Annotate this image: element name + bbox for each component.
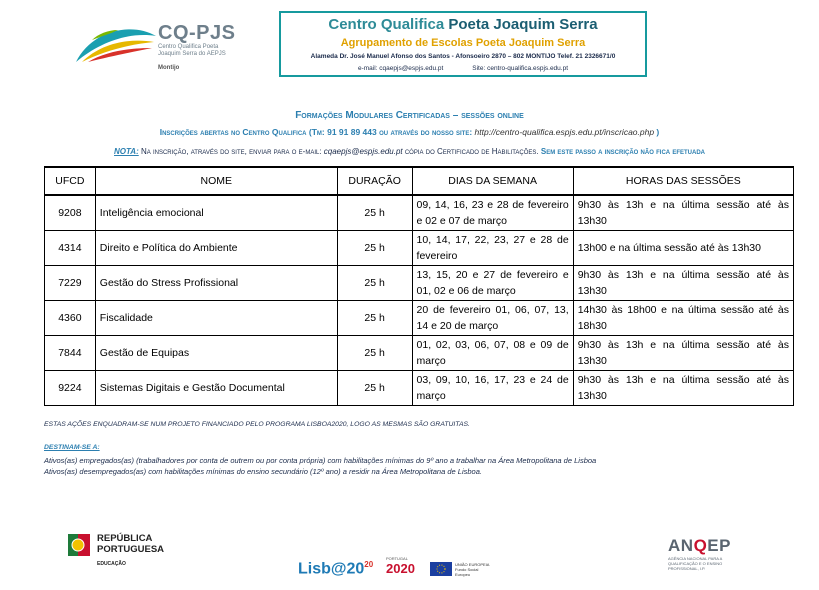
cell-nome: Gestão do Stress Profissional [95,266,337,301]
cell-duracao: 25 h [337,231,412,266]
table-row [45,266,794,301]
logo-name: CQ-PJS [158,22,236,44]
inscricao-link[interactable]: http://centro-qualifica.espjs.edu.pt/inscricao.php [474,127,655,137]
table-row [45,195,794,231]
cell-nome: Sistemas Digitais e Gestão Documental [95,371,337,406]
cell-horas: 9h30 às 13h e na última sessão até às 13h30 [573,371,793,406]
cell-horas: 9h30 às 13h e na última sessão até às 13h30 [573,336,793,371]
table-row [45,301,794,336]
logo-city: Montijo [158,65,180,71]
cell-dias: 01, 02, 03, 06, 07, 08 e 09 de março [412,336,573,371]
logo-subtitle: Centro Qualifica Poeta Joaquim Serra do AEPJS [158,44,226,57]
cell-dias: 10, 14, 17, 22, 23, 27 e 28 de fevereiro [412,231,573,266]
header-contacts [281,65,645,72]
cell-dias: 03, 09, 10, 16, 17, 23 e 24 de março [412,371,573,406]
cell-horas: 9h30 às 13h e na última sessão até às 13h30 [573,195,793,231]
cell-dias: 20 de fevereiro 01, 06, 07, 13, 14 e 20 de março [412,301,573,336]
cell-nome: Fiscalidade [95,301,337,336]
subtitle: Inscrições abertas no Centro Qualifica (Tm: 91 91 89 443 ou através do nosso site: http://centro-qualifica.espjs.edu.pt/inscricao.php ) [159,127,660,137]
cell-dias: 09, 14, 16, 23 e 28 de fevereiro e 02 e 07 de março [412,195,573,231]
cell-horas: 13h00 e na última sessão até às 13h30 [573,231,793,266]
cell-duracao: 25 h [337,371,412,406]
header-ufcd: UFCD [45,167,96,195]
table-row [45,371,794,406]
lisboa2020-logo: $Lisb@20^{20}$ [298,560,374,578]
page-title: Formações Modulares Certificadas – sessões online [295,110,524,121]
cell-nome: Direito e Política do Ambiente [95,231,337,266]
header-duracao: DURAÇÃO [337,167,412,195]
header-nome: NOME [95,167,337,195]
educacao-label: EDUCAÇÃO [97,561,126,567]
cell-ufcd: 9208 [45,195,96,231]
table-row [45,231,794,266]
nota-warning: Sem este passo a inscrição não fica efetuada [540,147,705,156]
cell-duracao: 25 h [337,195,412,231]
eu-label: UNIÃO EUROPEIA Fundo Social Europeu [455,562,490,577]
nota-line: NOTA: Na inscrição, através do site, enviar para o e-mail: cqaepjs@espjs.edu.pt cópia do Certificado de Habilitações. Sem este passo a inscrição não fica efetuada [114,147,705,156]
destinam-line-2: Ativos(as) desempregados(as) com habilitações mínimas do ensino secundário (12º ano) a residir na Área Metropolitana de Lisboa. [44,467,482,476]
header-horas: HORAS DAS SESSÕES [573,167,793,195]
cell-ufcd: 4360 [45,301,96,336]
destinam-line-1: Ativos(as) empregados(as) (trabalhadores por conta de outrem ou por conta própria) com habilitações mínimas do 9º ano a trabalhar na Área Metropolitana de Lisboa [44,456,597,465]
anqep-logo: ANQEP [668,536,731,555]
cell-nome: Inteligência emocional [95,195,337,231]
cell-ufcd: 7844 [45,336,96,371]
header-box [279,11,647,77]
cell-horas: 9h30 às 13h e na última sessão até às 13h30 [573,266,793,301]
header-email[interactable]: e-mail: cqaepjs@espjs.edu.pt [357,65,444,72]
nota-email[interactable]: cqaepjs@espjs.edu.pt [323,147,403,156]
cell-duracao: 25 h [337,266,412,301]
header-address: Alameda Dr. José Manuel Afonso dos Santos - Afonsoeiro 2870 – 802 MONTIJO Telef. 21 2326671/0 [310,53,616,60]
cell-ufcd: 4314 [45,231,96,266]
courses-table [44,166,794,406]
portugal2020-logo: 2020 [386,561,415,576]
header-site[interactable]: Site: centro-qualifica.espjs.edu.pt [472,65,569,72]
cell-ufcd: 9224 [45,371,96,406]
republica-portuguesa-logo: REPÚBLICA PORTUGUESA [97,533,165,555]
cell-duracao: 25 h [337,336,412,371]
header-group: Agrupamento de Escolas Poeta Joaquim Serra [340,37,586,49]
portugal-label: PORTUGAL [386,556,408,561]
cell-duracao: 25 h [337,301,412,336]
anqep-subtitle: AGÊNCIA NACIONAL PARA A QUALIFICAÇÃO E O ENSINO PROFISSIONAL, I.P. [668,556,723,571]
eu-flag-icon [430,562,452,576]
cell-nome: Gestão de Equipas [95,336,337,371]
header-dias: DIAS DA SEMANA [412,167,573,195]
table-row [45,336,794,371]
nota-label: NOTA: [114,147,139,156]
funding-note: ESTAS AÇÕES ENQUADRAM-SE NUM PROJETO FINANCIADO PELO PROGRAMA LISBOA2020, LOGO AS MESMAS SÃO GRATUITAS. [44,421,470,428]
cell-horas: 14h30 às 18h00 e na última sessão até às 18h30 [573,301,793,336]
cell-ufcd: 7229 [45,266,96,301]
table-header-row [45,167,794,195]
cell-dias: 13, 15, 20 e 27 de fevereiro e 01, 02 e 06 de março [412,266,573,301]
destinam-label: DESTINAM-SE A: [44,444,100,451]
header-title: Centro Qualifica Poeta Joaquim Serra [328,16,598,33]
republica-emblem-icon [66,530,94,560]
cq-pjs-logo-icon [72,22,158,66]
